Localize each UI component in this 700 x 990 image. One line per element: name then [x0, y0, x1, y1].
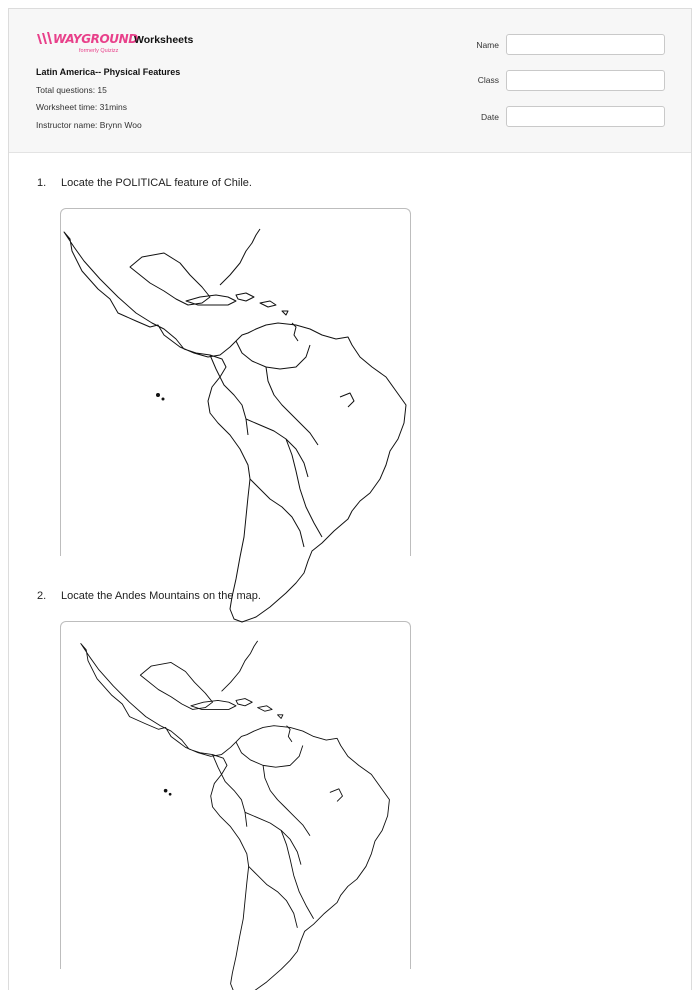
latin-america-map-1 [60, 217, 412, 627]
class-label: Class [477, 75, 499, 85]
instructor-name: Instructor name: Brynn Woo [36, 120, 142, 130]
name-label: Name [476, 40, 499, 50]
class-input[interactable] [506, 70, 665, 91]
worksheet-page [8, 8, 692, 990]
question-text: Locate the Andes Mountains on the map. [61, 590, 261, 602]
worksheet-title: Latin America-- Physical Features [36, 67, 181, 77]
question-number: 2. [37, 590, 47, 602]
logo-text: WAYGROUND [53, 32, 138, 46]
worksheet-header [9, 9, 691, 153]
latin-america-map-2 [60, 630, 412, 990]
name-input[interactable] [506, 34, 665, 55]
question-number: 1. [37, 177, 47, 189]
question-1 [37, 177, 252, 189]
worksheet-time: Worksheet time: 31mins [36, 102, 128, 112]
date-input[interactable] [506, 106, 665, 127]
question-text: Locate the POLITICAL feature of Chile. [61, 177, 252, 189]
logo-subtitle: formerly Quizizz [79, 48, 119, 54]
date-label: Date [481, 112, 499, 122]
total-questions: Total questions: 15 [36, 85, 107, 95]
section-label: Worksheets [134, 34, 194, 46]
